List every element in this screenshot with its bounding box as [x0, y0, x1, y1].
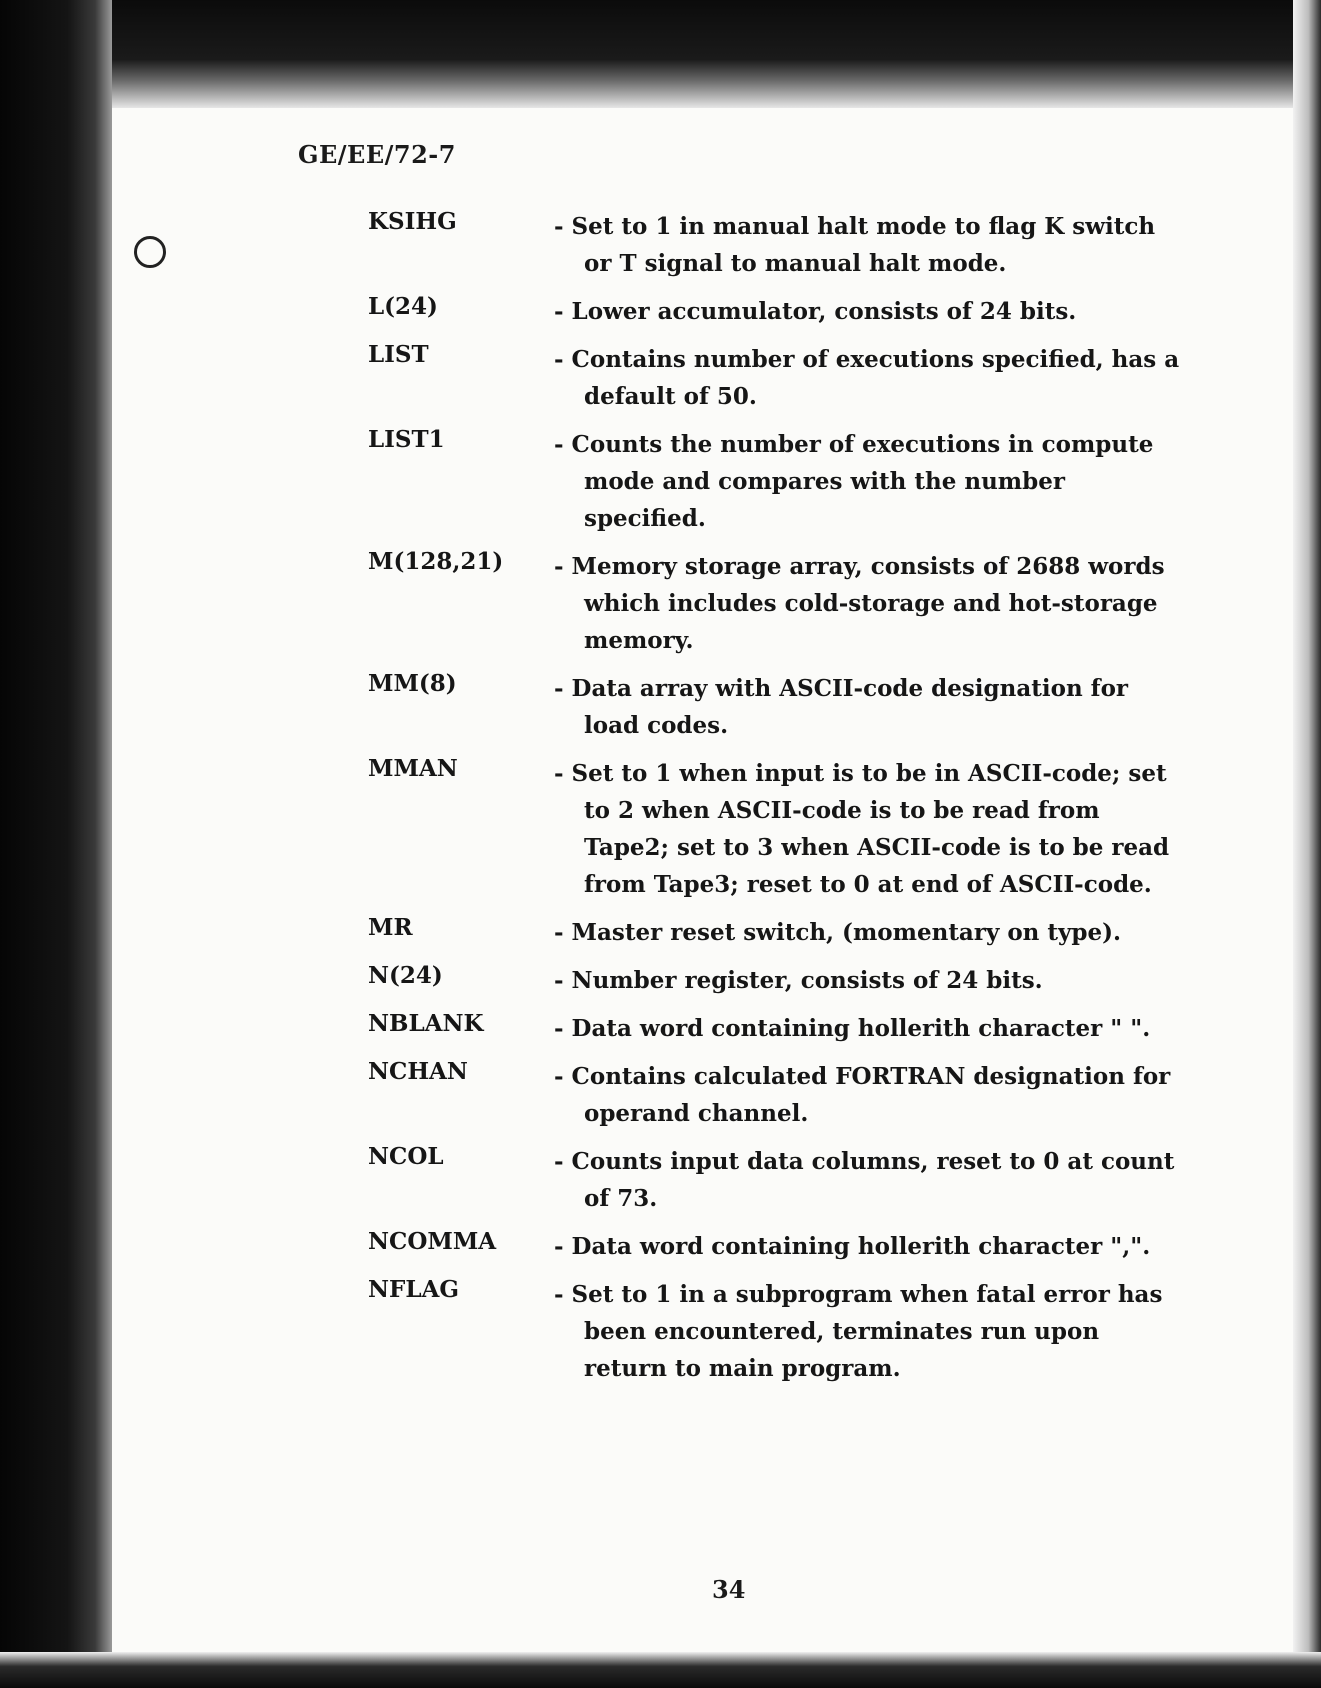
entry-description: - Set to 1 in manual halt mode to flag K switch or T signal to manual halt mode.	[554, 213, 1156, 277]
scan-top-edge	[0, 0, 1321, 108]
definition-entry	[368, 1228, 1168, 1265]
scan-left-edge	[0, 0, 112, 1688]
definition-entry	[368, 1058, 1171, 1132]
definition-entry	[368, 341, 1180, 415]
entry-description: - Set to 1 when input is to be in ASCII-code; set to 2 when ASCII-code is to be read from Tape2; set to 3 when ASCII-code is to be read from Tape3; reset to 0 at end of ASCII-code.	[554, 760, 1170, 898]
entry-description: - Contains number of executions specified, has a default of 50.	[554, 346, 1180, 410]
definition-entry	[368, 1276, 1168, 1387]
definition-entry	[368, 548, 1168, 659]
entry-description: - Data word containing hollerith character " ".	[554, 1015, 1151, 1042]
entry-description: - Contains calculated FORTRAN designation for operand channel.	[554, 1063, 1171, 1127]
entry-term: NCOL	[368, 1143, 444, 1170]
definition-entry	[368, 293, 1168, 330]
entry-description: - Counts the number of executions in compute mode and compares with the number specified.	[554, 431, 1154, 532]
entry-term: NFLAG	[368, 1276, 460, 1303]
page-number: 34	[712, 1575, 746, 1604]
entry-description: - Lower accumulator, consists of 24 bits.	[554, 298, 1077, 325]
entry-term: L(24)	[368, 293, 438, 320]
scan-right-edge	[1293, 0, 1321, 1688]
entry-term: KSIHG	[368, 208, 457, 235]
definition-entry	[368, 426, 1168, 537]
definition-entry	[368, 755, 1168, 903]
definition-entry	[368, 914, 1168, 951]
definition-entry	[368, 208, 1168, 282]
entry-term: NBLANK	[368, 1010, 484, 1037]
entry-description: - Data word containing hollerith character ",".	[554, 1233, 1151, 1260]
entry-term: M(128,21)	[368, 548, 504, 575]
scan-bottom-edge	[0, 1652, 1321, 1688]
definition-entry	[368, 962, 1168, 999]
definition-entry	[368, 1010, 1168, 1047]
entry-term: MMAN	[368, 755, 458, 782]
entry-description: - Number register, consists of 24 bits.	[554, 967, 1043, 994]
document-header: GE/EE/72-7	[298, 140, 456, 169]
entry-term: MR	[368, 914, 413, 941]
definition-list	[368, 208, 1180, 1398]
definition-entry	[368, 1143, 1175, 1217]
entry-term: N(24)	[368, 962, 443, 989]
entry-term: MM(8)	[368, 670, 457, 697]
entry-description: - Memory storage array, consists of 2688 words which includes cold-storage and hot-storage memory.	[554, 553, 1165, 654]
entry-term: LIST1	[368, 426, 445, 453]
definition-entry	[368, 670, 1168, 744]
entry-description: - Counts input data columns, reset to 0 at count of 73.	[554, 1148, 1175, 1212]
binder-hole-icon	[134, 236, 166, 268]
entry-term: NCOMMA	[368, 1228, 497, 1255]
entry-description: - Set to 1 in a subprogram when fatal error has been encountered, terminates run upon return to main program.	[554, 1281, 1163, 1382]
entry-term: LIST	[368, 341, 429, 368]
entry-description: - Data array with ASCII-code designation for load codes.	[554, 675, 1129, 739]
entry-term: NCHAN	[368, 1058, 468, 1085]
entry-description: - Master reset switch, (momentary on type).	[554, 919, 1121, 946]
